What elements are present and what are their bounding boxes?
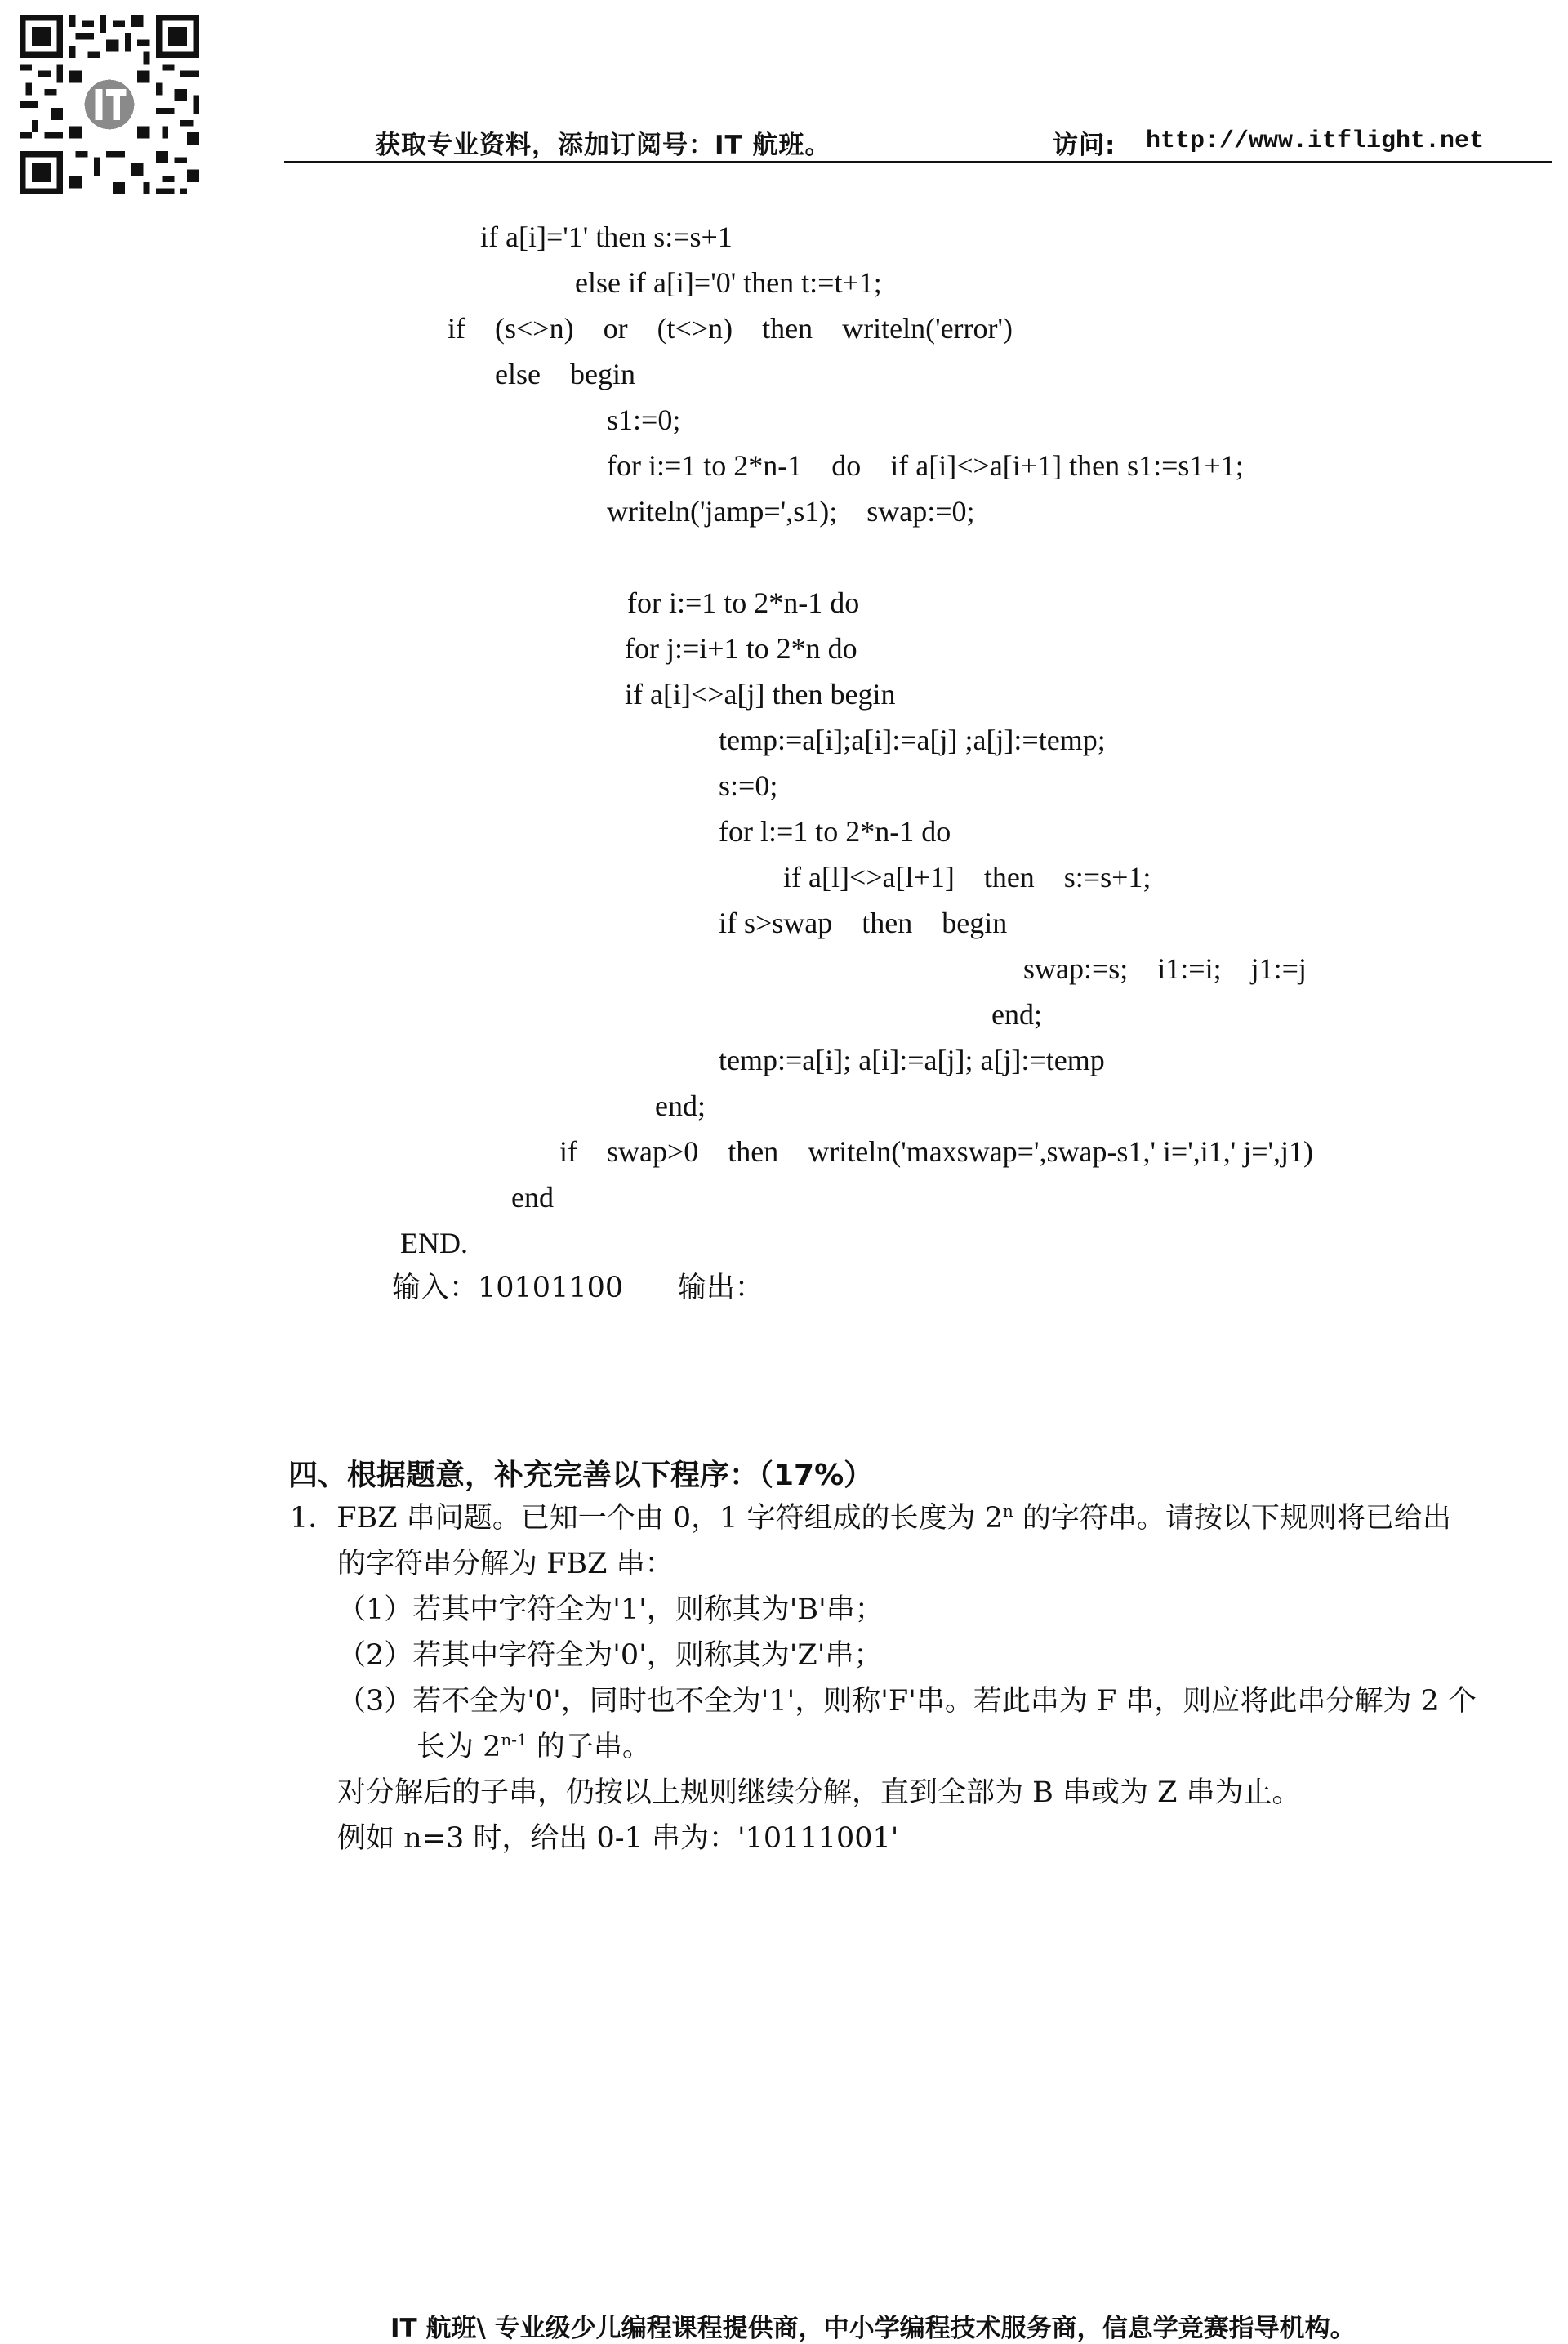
rule-1: （1）若其中字符全为'1'，则称其为'B'串； [337, 1593, 884, 1626]
header-promo-text: 获取专业资料，添加订阅号：IT 航班。 [375, 131, 831, 160]
question-1-text-a: 1．FBZ 串问题。已知一个由 0，1 字符组成的长度为 2 [290, 1502, 1003, 1535]
footer-text: IT 航班\ 专业级少儿编程课程提供商，中小学编程技术服务商，信息学竞赛指导机构。 [390, 2314, 1356, 2343]
code-line: s1:=0; [607, 403, 681, 436]
section-title: 四、根据题意，补充完善以下程序：（17%） [288, 1459, 874, 1492]
continue-paragraph: 对分解后的子串，仍按以上规则继续分解，直到全部为 B 串或为 Z 串为止。 [337, 1776, 1301, 1809]
code-line: for i:=1 to 2*n-1 do [627, 586, 860, 619]
rule-3-cont-text-b: 的子串。 [527, 1731, 651, 1763]
rule-2: （2）若其中字符全为'0'，则称其为'Z'串； [337, 1639, 883, 1672]
example-paragraph: 例如 n=3 时，给出 0-1 串为：'10111001' [337, 1822, 899, 1855]
code-line: for j:=i+1 to 2*n do [625, 632, 858, 665]
header-url-link[interactable]: http://www.itflight.net [1146, 127, 1485, 155]
question-1-text-b: 的字符串。请按以下规则将已给出 [1013, 1502, 1451, 1535]
code-line: if a[i]<>a[j] then begin [625, 678, 896, 711]
code-line: else begin [495, 358, 635, 390]
superscript-n: n [1002, 1501, 1013, 1521]
code-line: for l:=1 to 2*n-1 do [719, 815, 951, 848]
code-line: if swap>0 then writeln('maxswap=',swap-s1,' i=',i1,' j=',j1) [559, 1135, 1313, 1168]
rule-3-cont-text-a: 长为 2 [416, 1731, 501, 1763]
question-1-line-1 [290, 1501, 1451, 1535]
question-1-line-2: 的字符串分解为 FBZ 串： [337, 1548, 674, 1580]
rule-3: （3）若不全为'0'，同时也不全为'1'，则称'F'串。若此串为 F 串，则应将此串分解为 2 个 [337, 1685, 1477, 1718]
code-line: if s>swap then begin [719, 907, 1008, 939]
header-visit-label: 访问: [1053, 131, 1116, 160]
code-line: end; [991, 998, 1042, 1031]
code-line: if a[i]='1' then s:=s+1 [480, 221, 733, 253]
code-line: if a[l]<>a[l+1] then s:=s+1; [783, 861, 1152, 893]
code-line: if (s<>n) or (t<>n) then writeln('error') [448, 312, 1013, 345]
qr-code-image [15, 15, 204, 194]
code-line: end [511, 1181, 554, 1214]
io-line: 输入：10101100 输出： [392, 1272, 764, 1304]
code-line: temp:=a[i];a[i]:=a[j] ;a[j]:=temp; [719, 724, 1106, 756]
superscript-n-minus-1: n-1 [501, 1730, 528, 1749]
code-line: end; [655, 1090, 706, 1122]
code-line: s:=0; [719, 769, 778, 802]
code-line: else if a[i]='0' then t:=t+1; [575, 266, 882, 299]
code-line: temp:=a[i]; a[i]:=a[j]; a[j]:=temp [719, 1044, 1105, 1076]
code-line: writeln('jamp=',s1); swap:=0; [607, 495, 975, 528]
code-line: END. [400, 1227, 468, 1259]
code-line: swap:=s; i1:=i; j1:=j [1023, 952, 1307, 985]
rule-3-continued [416, 1730, 651, 1763]
header-divider [284, 161, 1552, 163]
code-line: for i:=1 to 2*n-1 do if a[i]<>a[i+1] then s1:=s1+1; [607, 449, 1244, 482]
